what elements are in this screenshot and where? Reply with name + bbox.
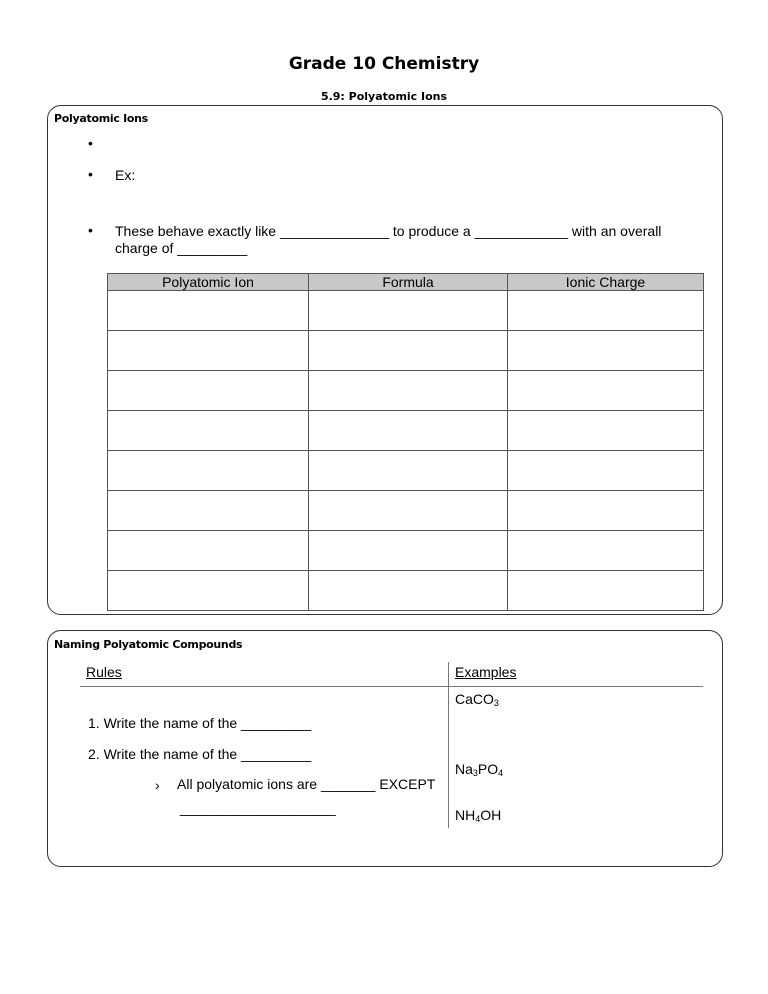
divider	[80, 686, 703, 687]
table-cell	[309, 531, 508, 571]
table-cell	[108, 291, 309, 331]
table-cell	[108, 571, 309, 611]
table-row	[108, 571, 704, 611]
column-header: Polyatomic Ion	[108, 274, 309, 291]
rule-text: All polyatomic ions are _______ EXCEPT	[177, 776, 436, 792]
table-row	[108, 291, 704, 331]
table-cell	[108, 531, 309, 571]
page-title: Grade 10 Chemistry	[288, 54, 480, 74]
bullet-text: Ex:	[115, 167, 136, 183]
example-formula: $Na_3PO_4$	[455, 761, 504, 778]
table-cell	[108, 371, 309, 411]
table-cell	[108, 451, 309, 491]
table-row	[108, 371, 704, 411]
table-cell	[508, 531, 704, 571]
table-cell	[309, 331, 508, 371]
example-formula: CaCO$_3$	[455, 691, 499, 708]
table-cell	[309, 571, 508, 611]
table-cell	[508, 371, 704, 411]
table-cell	[108, 491, 309, 531]
table-cell	[108, 411, 309, 451]
table-cell	[508, 291, 704, 331]
table-cell	[508, 331, 704, 371]
table-row	[108, 331, 704, 371]
table-cell	[309, 491, 508, 531]
bullet-text: These behave exactly like ______________ to produce a ____________ with an overall charge of _________	[115, 223, 662, 256]
column-header: Formula	[309, 274, 508, 291]
polyatomic-ion-table	[107, 273, 704, 611]
divider	[448, 662, 449, 828]
section-heading: Naming Polyatomic Compounds	[54, 638, 243, 651]
table-cell	[508, 571, 704, 611]
sub-bullet-icon: ›	[155, 777, 160, 793]
table-row	[108, 411, 704, 451]
example-formula: $NH_4OH$	[455, 807, 502, 824]
rules-header: Rules	[86, 664, 122, 680]
section-heading: Polyatomic Ions	[54, 112, 148, 125]
page-subtitle: 5.9: Polyatomic Ions	[320, 90, 448, 103]
examples-header: Examples	[455, 664, 517, 680]
bullet-icon: •	[88, 222, 93, 238]
bullet-icon: •	[88, 166, 93, 182]
table-cell	[108, 331, 309, 371]
table-row	[108, 491, 704, 531]
table-cell	[309, 411, 508, 451]
table-cell	[508, 411, 704, 451]
table-cell	[309, 451, 508, 491]
table-cell	[508, 491, 704, 531]
column-header: Ionic Charge	[508, 274, 704, 291]
rule-text: 2. Write the name of the _________	[88, 746, 312, 762]
table-cell	[508, 451, 704, 491]
bullet-icon: •	[88, 135, 93, 151]
table-row	[108, 531, 704, 571]
table-cell	[309, 371, 508, 411]
rule-text: 1. Write the name of the _________	[88, 715, 312, 731]
table-row	[108, 451, 704, 491]
rule-blank: ____________________	[180, 800, 336, 816]
table-cell	[309, 291, 508, 331]
